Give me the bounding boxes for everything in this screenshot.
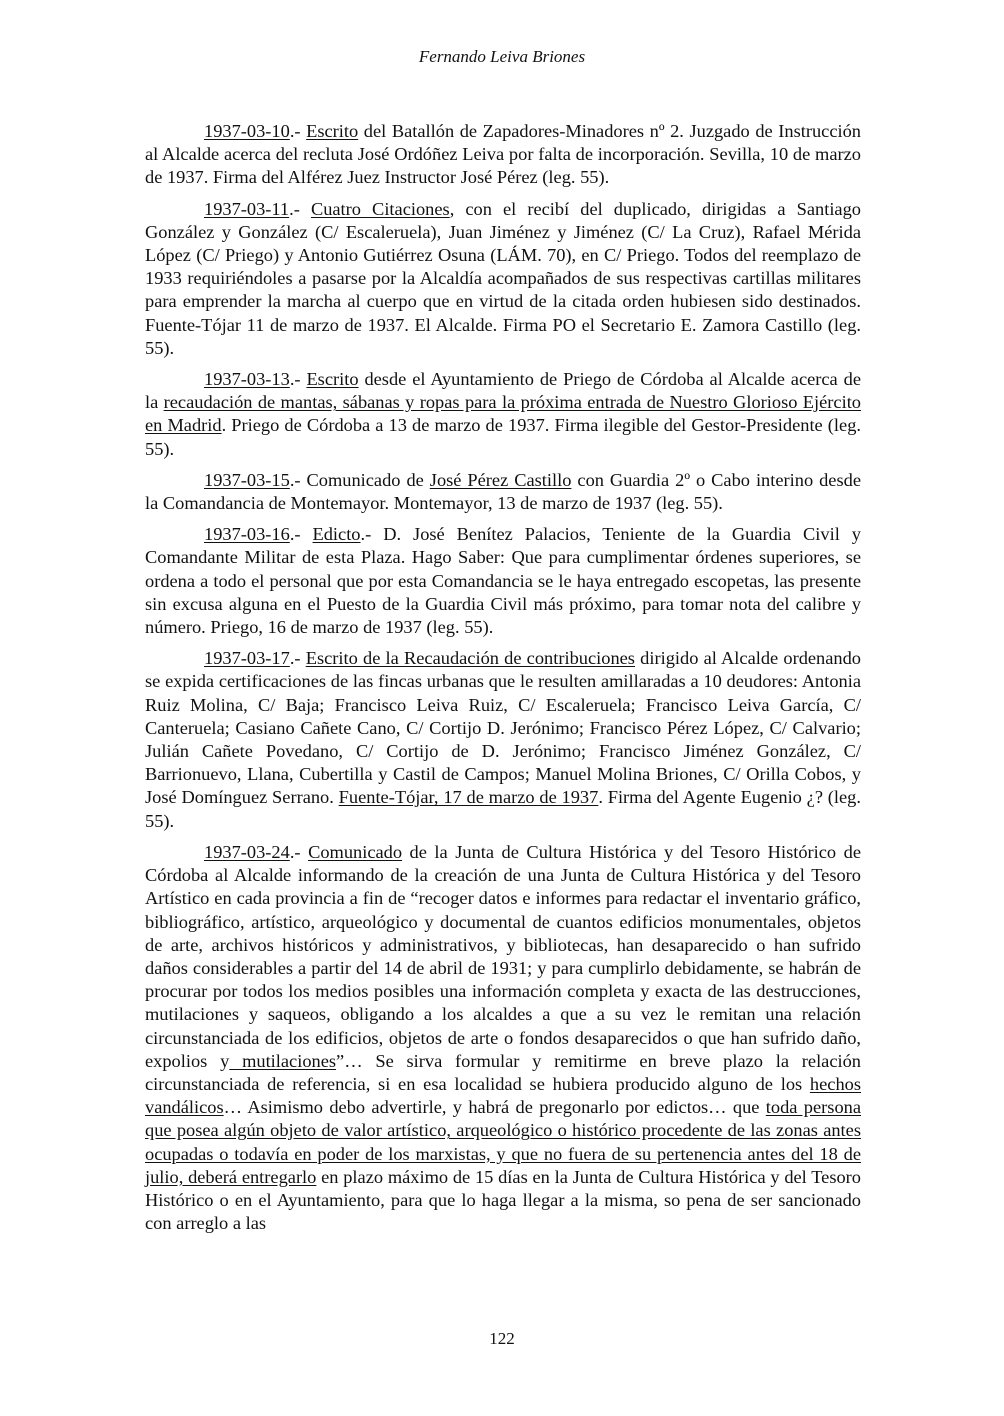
underlined-text: recaudación de mantas, sábanas y ropas para la próxima entrada de Nuestro Glorioso Ejército en Madrid bbox=[145, 392, 861, 436]
underlined-text: Escrito bbox=[306, 121, 359, 141]
archive-entry bbox=[145, 841, 861, 1235]
entry-date: 1937-03-17 bbox=[204, 648, 290, 669]
underlined-text: hechos vandálicos bbox=[145, 1073, 861, 1118]
entry-text: con Guardia 2º o Cabo interino desde la Comandancia de Montemayor. Montemayor, 13 de marzo de 1937 (leg. 55). bbox=[145, 469, 861, 514]
entry-text: . Priego de Córdoba a 13 de marzo de 1937. Firma ilegible del Gestor-Presidente (leg. 55). bbox=[145, 415, 861, 459]
entry-text: .- D. José Benítez Palacios, Teniente de la Guardia Civil y Comandante Militar de esta Plaza. Hago Saber: Que para cumplimentar órdenes superiores, se ordena a todo el personal que por esta Comandancia se le haya entregado escopetas, las presente sin excusa alguna en el Puesto de la Guardia Civil más próximo, para tomar nota del calibre y número. Priego, 16 de marzo de 1937 (leg. 55). bbox=[145, 524, 861, 638]
entry-separator: .- bbox=[289, 648, 306, 669]
page-number: 122 bbox=[489, 1329, 515, 1348]
entry-date: 1937-03-13 bbox=[204, 369, 290, 390]
entry-separator: .- bbox=[289, 121, 307, 141]
underlined-text: Escrito bbox=[306, 369, 359, 390]
archive-entry bbox=[145, 198, 861, 360]
running-header: Fernando Leiva Briones bbox=[418, 47, 586, 66]
underlined-text: Comunicado bbox=[308, 841, 403, 862]
entry-text: de la Junta de Cultura Histórica y del Tesoro Histórico de Córdoba al Alcalde informando de la creación de una Junta de Cultura Histórica y del Tesoro Artístico en cada provincia a fin de “recoger datos e informes para redactar el inventario gráfico, bibliográfico, artístico, arqueológico y documental de cuantos edificios monumentales, objetos de arte, archivos históricos y administrativos, y bibliotecas, han desaparecido o han sufrido daños considerables a partir del 14 de abril de 1931; y para cumplirlo debidamente, se habrán de procurar por todos los medios posibles una información completa y exacta de las destrucciones, mutilaciones y saqueos, obligando a los alcaldes a que a su vez le remitan una relación circunstanciada de los edificios, objetos de arte o fondos desaparecidos o que han sufrido daño, expolios y bbox=[145, 841, 862, 1071]
entry-separator: .- bbox=[289, 198, 311, 219]
underlined-text: Fuente-Tójar, 17 de marzo de 1937 bbox=[338, 787, 599, 808]
entry-separator: .- bbox=[289, 469, 307, 490]
entry-date: 1937-03-11 bbox=[204, 198, 290, 219]
entry-text: . Firma del Agente Eugenio ¿? (leg. 55). bbox=[145, 787, 861, 831]
entry-text: en plazo máximo de 15 días en la Junta de Cultura Histórica y del Tesoro Histórico o en el Ayuntamiento, para que lo haga llegar a la misma, so pena de ser sancionado con arreglo a las bbox=[145, 1166, 861, 1234]
entry-text: del Batallón de Zapadores-Minadores nº 2. Juzgado de Instrucción al Alcalde acerca del recluta José Ordóñez Leiva por falta de incorporación. Sevilla, 10 de marzo de 1937. Firma del Alférez Juez Instructor José Pérez (leg. 55). bbox=[145, 121, 861, 188]
underlined-text: toda persona que posea algún objeto de valor artístico, arqueológico o histórico procedente de las zonas antes ocupadas o todavía en poder de los marxistas, y que no fuera de su pertenencia antes del 18 de julio, deberá entregarlo bbox=[145, 1097, 861, 1187]
document-body bbox=[145, 120, 861, 1243]
underlined-text: Edicto bbox=[312, 524, 361, 545]
underlined-text: Cuatro Citaciones bbox=[310, 198, 450, 219]
archive-entry bbox=[145, 647, 861, 833]
entry-text: dirigido al Alcalde ordenando se expida certificaciones de las fincas urbanas que le resulten amillaradas a 10 deudores: Antonia Ruiz Molina, C/ Baja; Francisco Leiva Ruiz, C/ Escaleruela; Francisco Leiva García, C/ Canteruela; Casiano Cañete Cano, C/ Cortijo D. Jerónimo; Francisco Pérez López, C/ Calvario; Julián Cañete Povedano, C/ Cortijo de D. Jerónimo; Francisco Jiménez González, C/ Barrionuevo, Llana, Cubertilla y Castil de Campos; Manuel Molina Briones, C/ Orilla Cobos, y José Domínguez Serrano. bbox=[145, 648, 861, 808]
entry-date: 1937-03-24 bbox=[204, 841, 290, 862]
entry-date: 1937-03-16 bbox=[204, 524, 290, 545]
entry-separator: .- bbox=[289, 524, 313, 545]
archive-entry bbox=[145, 469, 861, 515]
entry-text: ”… Se sirva formular y remitirme en breve plazo la relación circunstanciada de referencia, si en esa localidad se hubiera producido alguno de los bbox=[145, 1050, 861, 1094]
entry-date: 1937-03-15 bbox=[204, 469, 290, 490]
entry-text: Comunicado de bbox=[306, 469, 430, 490]
archive-entry bbox=[145, 120, 861, 190]
entry-text: … Asimismo debo advertirle, y habrá de pregonarlo por edictos… que bbox=[223, 1097, 766, 1118]
entry-separator: .- bbox=[289, 841, 309, 862]
underlined-text: mutilaciones bbox=[229, 1050, 337, 1071]
underlined-text: José Pérez Castillo bbox=[429, 469, 572, 490]
entry-text: , con el recibí del duplicado, dirigidas a Santiago González y González (C/ Escaleruela), Juan Jiménez y Jiménez (C/ La Cruz), Rafael Mérida López (C/ Priego) y Antonio Gutiérrez Osuna (LÁM. 70), en C/ Priego. Todos del reemplazo de 1933 requiriéndoles a pasarse por la Alcaldía acompañados de sus respectivas cartillas militares para emprender la marcha al cuerpo que en virtud de la citada orden hubiesen sido destinados. Fuente-Tójar 11 de marzo de 1937. El Alcalde. Firma PO el Secretario E. Zamora Castillo (leg. 55). bbox=[145, 198, 861, 358]
underlined-text: Escrito de la Recaudación de contribuciones bbox=[305, 648, 635, 669]
archive-entry bbox=[145, 368, 861, 461]
entry-separator: .- bbox=[289, 369, 307, 390]
archive-entry bbox=[145, 523, 861, 639]
entry-text: desde el Ayuntamiento de Priego de Córdoba al Alcalde acerca de la bbox=[145, 369, 861, 413]
entry-date: 1937-03-10 bbox=[204, 121, 290, 141]
